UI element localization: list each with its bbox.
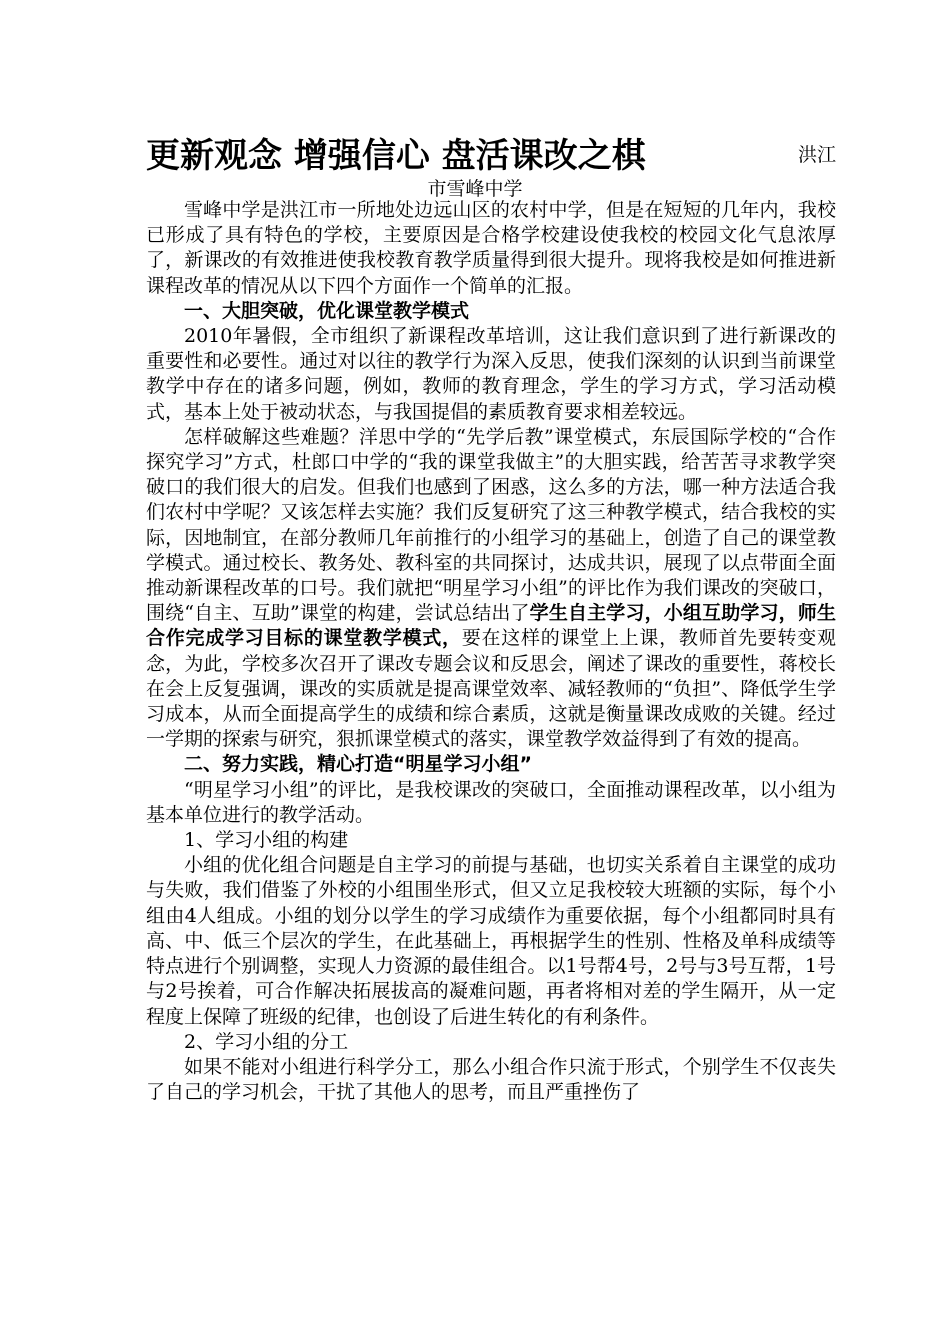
author-org-prefix: 洪江: [797, 144, 836, 166]
paragraph-group-building: 小组的优化组合问题是自主学习的前提与基础，也切实关系着自主课堂的成功与失败，我们借鉴了外校的小组围坐形式，但又立足我校较大班额的实际，每个小组由4人组成。小组的划分以学生的学习成绩作为重要依据，每个小组都同时具有高、中、低三个层次的学生，在此基础上，再根据学生的性别、性格及单科成绩等特点进行个别调整，实现人力资源的最佳组合。以1号帮4号，2号与3号互帮，1号与2号挨着，可合作解决拓展拔高的凝难问题，再者将相对差的学生隔开，从一定程度上保障了班级的纪律，也创设了后进生转化的有利条件。: [146, 854, 836, 1028]
section-heading-2: 二、努力实践，精心打造“明星学习小组”: [184, 753, 532, 776]
paragraph-star-group: “明星学习小组”的评比，是我校课改的突破口，全面推动课程改革，以小组为基本单位进行的教学活动。: [146, 778, 836, 826]
subsection-heading-1: 1、学习小组的构建: [184, 829, 349, 852]
document-title: 更新观念 增强信心 盘活课改之棋: [146, 136, 646, 176]
paragraph-2010-training: 2010年暑假，全市组织了新课程改革培训，这让我们意识到了进行新课改的重要性和必要性。通过对以往的教学行为深入反思，使我们深刻的认识到当前课堂教学中存在的诸多问题，例如，教师的教育理念，学生的学习方式，学习活动模式，基本上处于被动状态，与我国提倡的素质教育要求相差较远。: [146, 325, 836, 423]
paragraph-group-division: 如果不能对小组进行科学分工，那么小组合作只流于形式，个别学生不仅丧失了自己的学习机会，干扰了其他人的思考，而且严重挫伤了: [146, 1055, 836, 1104]
emphasized-text: 学生自主学习，小组互助学习，师生合作完成学习目标的课堂教学模式，: [146, 602, 836, 650]
subsection-heading-2: 2、学习小组的分工: [184, 1030, 349, 1053]
paragraph-text: 怎样破解这些难题？洋思中学的“先学后教”课堂模式，东辰国际学校的“合作探究学习”方式，杜郎口中学的“我的课堂我做主”的大胆实践，给苦苦寻求教学突破口的我们很大的启发。但我们也感到了困惑，这么多的方法，哪一种方法适合我们农村中学呢？又该怎样去实施？我们反复研究了这三种教学模式，结合我校的实际，因地制宜，在部分教师几年前推行的小组学习的基础上，创造了自己的课堂教学模式。通过校长、教务处、教科室的共同探讨，达成共识，展现了以点带面全面推动新课程改革的口号。我们就把“明星学习小组”的评比作为我们课改的突破口，围绕“自主、互助”课堂的构建，尝试总结出了: [146, 425, 836, 625]
section-heading-1: 一、大胆突破，优化课堂教学模式: [184, 299, 470, 322]
title-line: [146, 128, 836, 174]
paragraph-teaching-model: [146, 425, 836, 753]
paragraph-intro: 雪峰中学是洪江市一所地处边远山区的农村中学，但是在短短的几年内，我校已形成了具有特色的学校，主要原因是合格学校建设使我校的校园文化气息浓厚了，新课改的有效推进使我校教育教学质量得到很大提升。现将我校是如何推进新课程改革的情况从以下四个方面作一个简单的汇报。: [146, 199, 836, 297]
paragraph-text: 要在这样的课堂上上课，教师首先要转变观念，为此，学校多次召开了课改专题会议和反思会，阐述了课改的重要性，蒋校长在会上反复强调，课改的实质就是提高课堂效率、减轻教师的“负担”、降低学生学习成本，从而全面提高学生的成绩和综合素质，这就是衡量课改成败的关键。经过一学期的探索与研究，狠抓课堂模式的落实，课堂教学效益得到了有效的提高。: [146, 627, 836, 751]
document-body: [146, 198, 836, 1105]
author-org: 市雪峰中学: [427, 178, 523, 200]
